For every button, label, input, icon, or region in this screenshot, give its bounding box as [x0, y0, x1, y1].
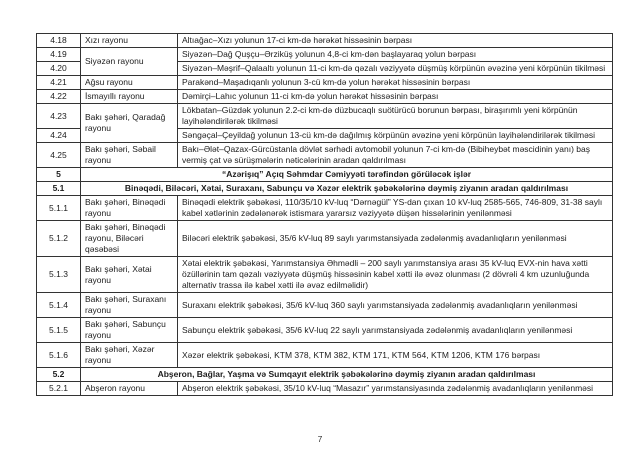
description-cell: Səngəçal–Çeyildağ yolunun 13-cü km-də dağılmış körpünün əvəzinə yeni körpünün layihələndirilərək tikilməsi: [178, 129, 613, 143]
table-row: [37, 104, 613, 129]
region-cell: Abşeron rayonu: [81, 382, 178, 396]
description-cell: Bakı–Ələt–Qazax-Gürcüstanla dövlət sərhədi avtomobil yolunun 7-ci km-də (Bibiheybət məscidinin yanı) baş vermiş çat və sürüşmələrin nəticələrinin aradan qaldırılması: [178, 143, 613, 168]
row-number: 4.21: [37, 76, 81, 90]
row-number: 4.25: [37, 143, 81, 168]
table-row: [37, 343, 613, 368]
section-title: Binəqədi, Biləcəri, Xətai, Suraxanı, Sabunçu və Xəzər elektrik şəbəkələrinə dəymiş ziyanın aradan qaldırılması: [81, 182, 613, 196]
works-table: [36, 33, 613, 396]
table-row: [37, 48, 613, 62]
description-cell: Suraxanı elektrik şəbəkəsi, 35/6 kV-luq 360 saylı yarımstansiyada zədələnmiş avadanlıqların yenilənməsi: [178, 293, 613, 318]
table-row: [37, 34, 613, 48]
description-cell: Parakənd–Maşadıqanlı yolunun 3-cü km-də yolun hərəkət hissəsinin bərpası: [178, 76, 613, 90]
row-number: 4.24: [37, 129, 81, 143]
table-row: [37, 143, 613, 168]
description-cell: Lökbatan–Güzdək yolunun 2.2-ci km-də düzbucaqlı suötürücü borunun bərpası, biraşırımlı yeni körpünün layihələndirilərək tikilməsi: [178, 104, 613, 129]
region-cell: Ağsu rayonu: [81, 76, 178, 90]
table-row: [37, 168, 613, 182]
description-cell: Xətai elektrik şəbəkəsi, Yarımstansiya Əhmədli – 200 saylı yarımstansiya arası 35 kV-luq EVX-nin hava xətti özüllərinin tam qəzalı vəziyyətə düşmüş hissəsinin kabel xətti ilə əvəz olunması (2 dövrəli 4 km uzunluğunda alternativ trassa ilə kabel xətti ilə əvəz edilməlidir): [178, 257, 613, 293]
region-cell: İsmayıllı rayonu: [81, 90, 178, 104]
row-number: 5.1: [37, 182, 81, 196]
row-number: 5.1.1: [37, 196, 81, 221]
row-number: 4.23: [37, 104, 81, 129]
region-cell: Siyəzən rayonu: [81, 48, 178, 76]
region-cell: Bakı şəhəri, Binəqədi rayonu, Biləcəri qəsəbəsi: [81, 221, 178, 257]
row-number: 5.1.6: [37, 343, 81, 368]
region-cell: Bakı şəhəri, Binəqədi rayonu: [81, 196, 178, 221]
description-cell: Siyəzən–Dağ Quşçu–Ərziküş yolunun 4,8-ci km-dən başlayaraq yolun bərpası: [178, 48, 613, 62]
row-number: 5.1.3: [37, 257, 81, 293]
table-row: [37, 221, 613, 257]
description-cell: Binəqədi elektrik şəbəkəsi, 110/35/10 kV-luq “Dərnəgül” YS-dan çıxan 10 kV-luq 2585-565, 746-809, 31-38 saylı kabel xətlərinin zədələnərək istismara yararsız vəziyyətə düşən hissələrinin yenilənməsi: [178, 196, 613, 221]
description-cell: Altıağac–Xızı yolunun 17-ci km-də hərəkət hissəsinin bərpası: [178, 34, 613, 48]
table-row: [37, 293, 613, 318]
table-row: [37, 318, 613, 343]
table-row: [37, 90, 613, 104]
region-cell: Bakı şəhəri, Suraxanı rayonu: [81, 293, 178, 318]
description-cell: Abşeron elektrik şəbəkəsi, 35/10 kV-luq “Masazır” yarımstansiyasında zədələnmiş avadanlıqların yenilənməsi: [178, 382, 613, 396]
region-cell: Bakı şəhəri, Səbail rayonu: [81, 143, 178, 168]
section-title: Abşeron, Bağlar, Yaşma və Sumqayıt elektrik şəbəkələrinə dəymiş ziyanın aradan qaldırılması: [81, 368, 613, 382]
description-cell: Siyəzən–Məşrif–Qalaaltı yolunun 11-ci km-də qəzalı vəziyyətə düşmüş körpünün əvəzinə yeni körpünün tikilməsi: [178, 62, 613, 76]
description-cell: Biləcəri elektrik şəbəkəsi, 35/6 kV-luq 89 saylı yarımstansiyada zədələnmiş avadanlıqların yenilənməsi: [178, 221, 613, 257]
region-cell: Bakı şəhəri, Qaradağ rayonu: [81, 104, 178, 143]
description-cell: Dəmirçi–Lahıc yolunun 11-ci km-də yolun hərəkət hissəsinin bərpası: [178, 90, 613, 104]
table-row: [37, 257, 613, 293]
region-cell: Xızı rayonu: [81, 34, 178, 48]
row-number: 4.22: [37, 90, 81, 104]
row-number: 4.19: [37, 48, 81, 62]
row-number: 5.1.5: [37, 318, 81, 343]
row-number: 5.1.4: [37, 293, 81, 318]
region-cell: Bakı şəhəri, Xətai rayonu: [81, 257, 178, 293]
region-cell: Bakı şəhəri, Xəzər rayonu: [81, 343, 178, 368]
row-number: 5.2.1: [37, 382, 81, 396]
works-table-body: [37, 34, 613, 396]
table-row: [37, 368, 613, 382]
page-number: 7: [317, 434, 323, 444]
row-number: 4.18: [37, 34, 81, 48]
table-row: [37, 182, 613, 196]
table-row: [37, 382, 613, 396]
region-cell: Bakı şəhəri, Sabunçu rayonu: [81, 318, 178, 343]
table-row: [37, 196, 613, 221]
row-number: 5: [37, 168, 81, 182]
section-title: “Azərişıq” Açıq Səhmdar Cəmiyyəti tərəfindən görüləcək işlər: [81, 168, 613, 182]
table-row: [37, 76, 613, 90]
row-number: 5.2: [37, 368, 81, 382]
row-number: 5.1.2: [37, 221, 81, 257]
description-cell: Xəzər elektrik şəbəkəsi, KTM 378, KTM 382, KTM 171, KTM 564, KTM 1206, KTM 176 bərpası: [178, 343, 613, 368]
description-cell: Sabunçu elektrik şəbəkəsi, 35/6 kV-luq 22 saylı yarımstansiyada zədələnmiş avadanlıqların yenilənməsi: [178, 318, 613, 343]
row-number: 4.20: [37, 62, 81, 76]
